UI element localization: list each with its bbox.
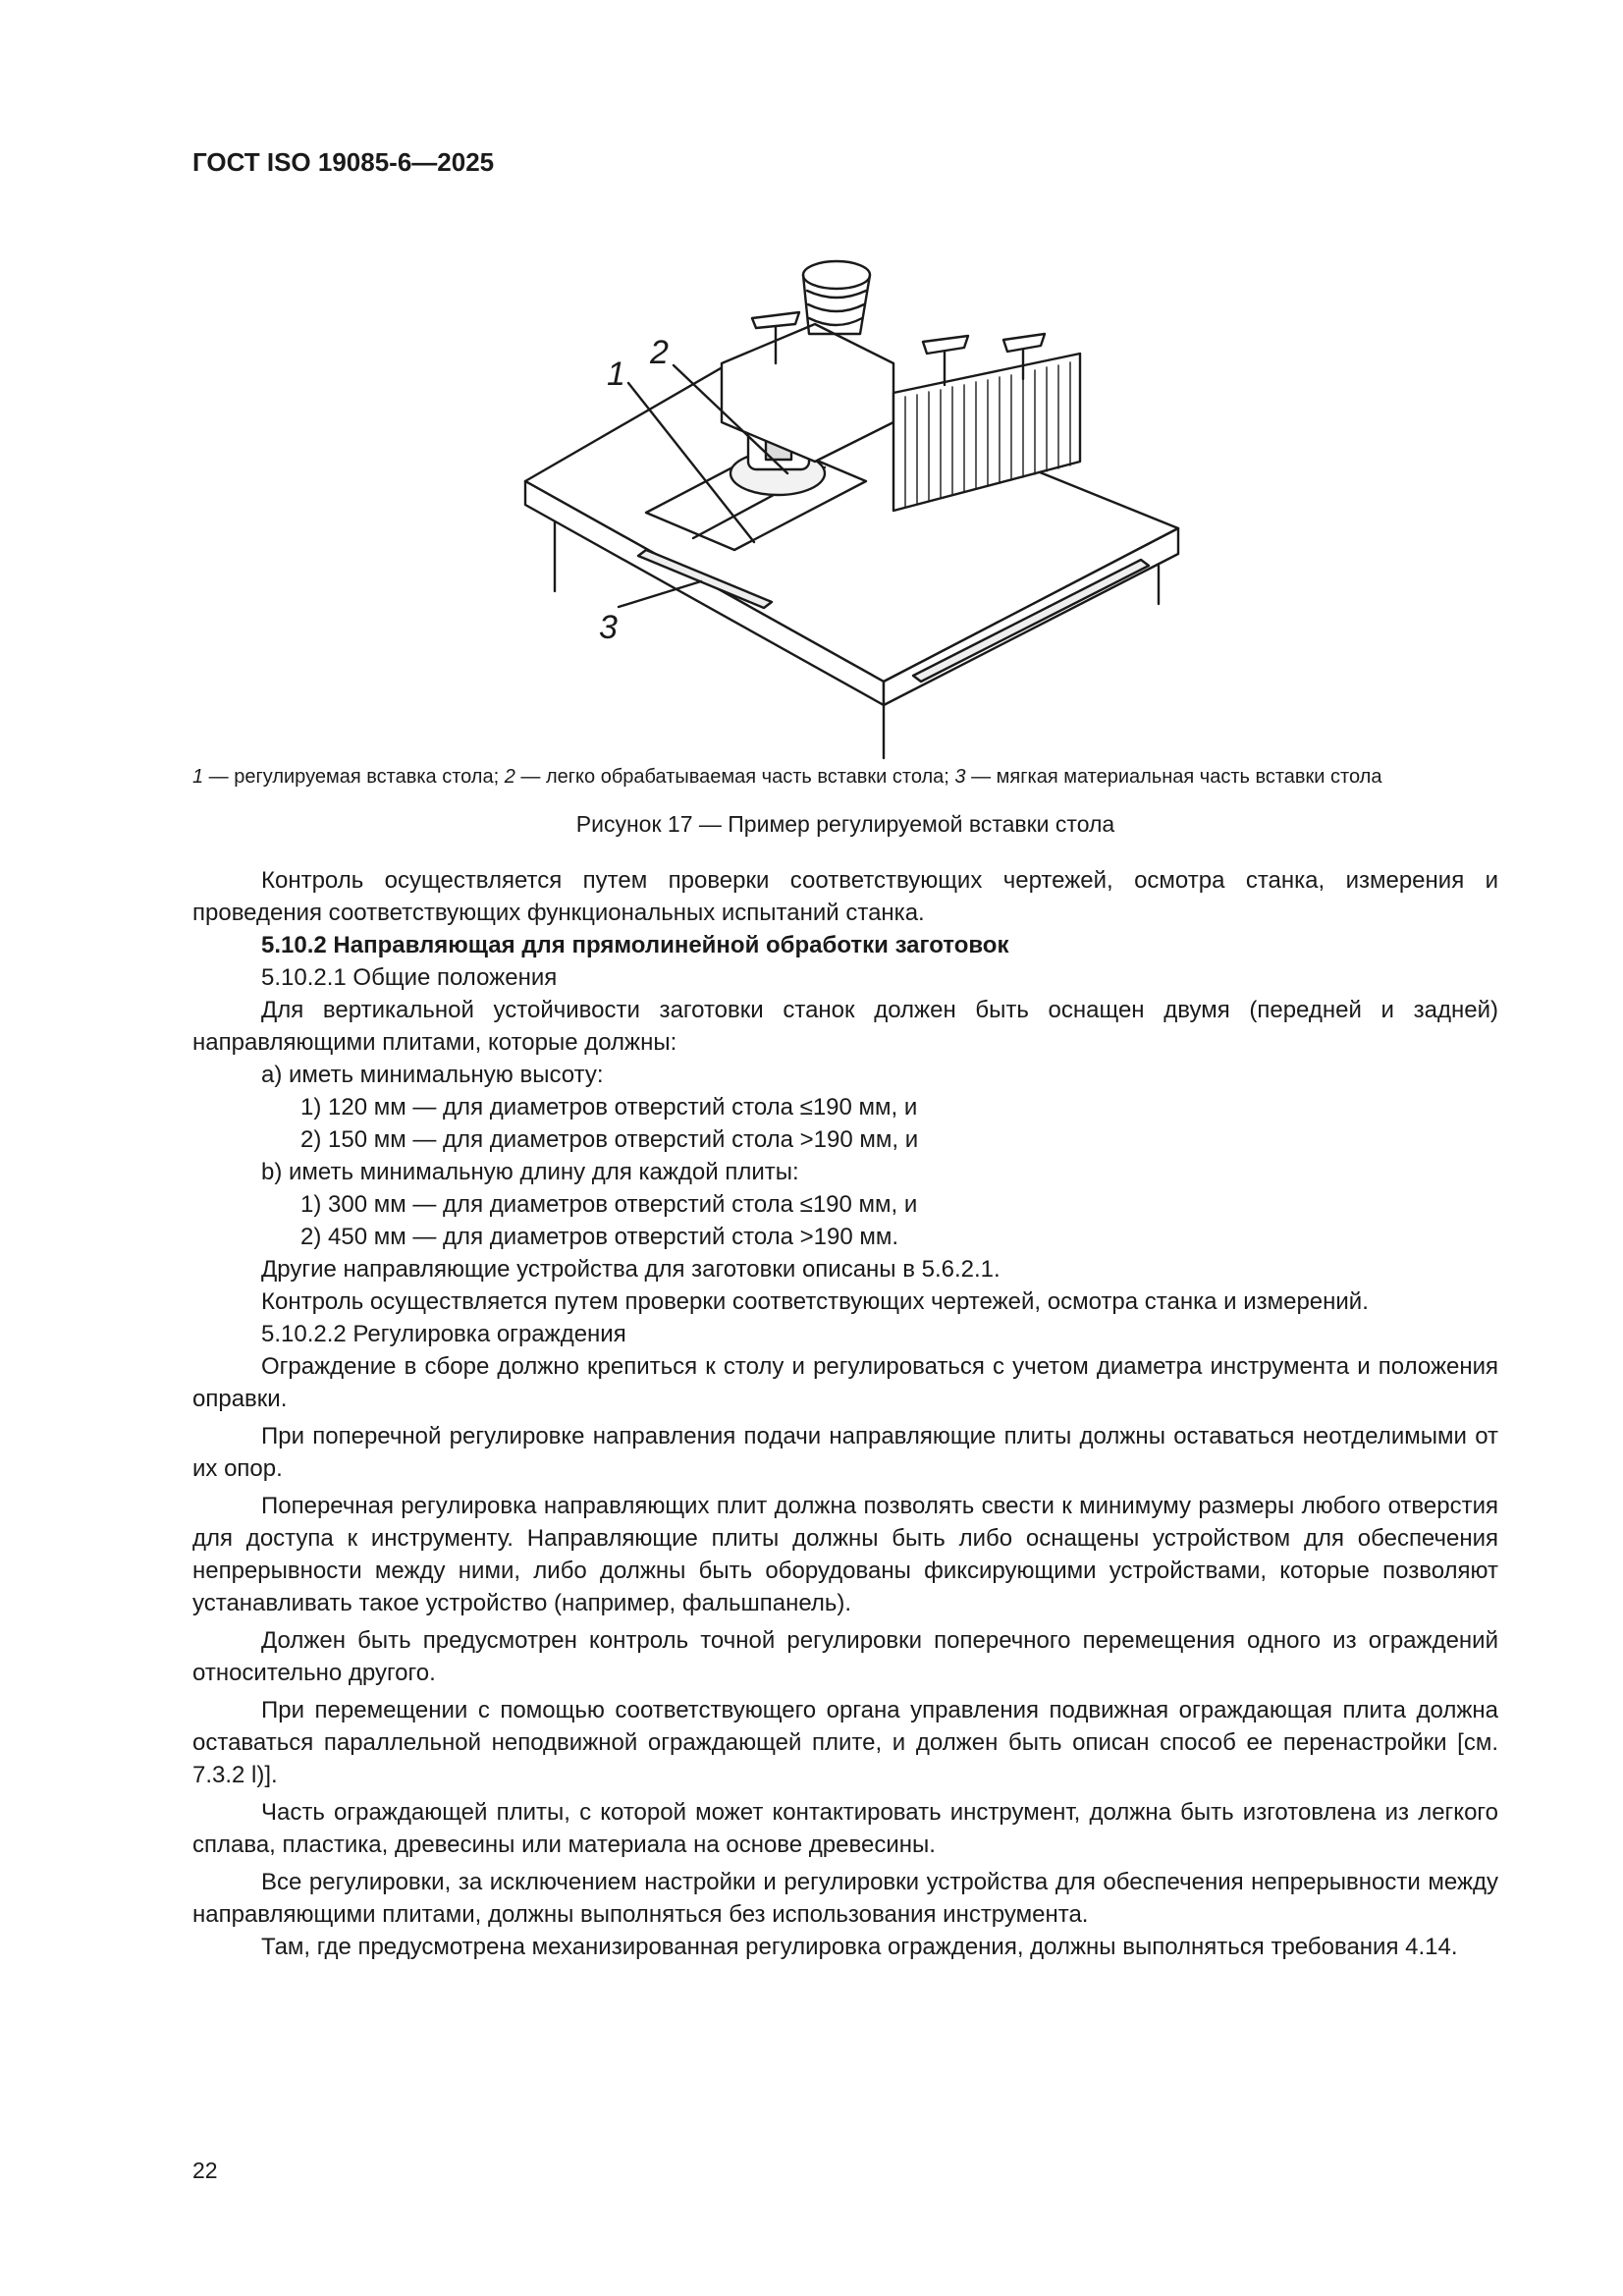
legend-num-1: 1 (192, 766, 204, 788)
legend-num-3: 3 (954, 766, 966, 788)
paragraph-control-1: Контроль осуществляется путем проверки соответствующих чертежей, осмотра станка, измерения и проведения соответствующих функциональных испытаний станка. (192, 867, 1498, 926)
dust-hose (803, 261, 870, 334)
figure-17-drawing (520, 216, 1188, 766)
document-header: ГОСТ ISO 19085-6—2025 (192, 147, 495, 177)
list-item-a: a) иметь минимальную высоту: (261, 1062, 604, 1088)
figure-legend (192, 766, 1498, 789)
figure-caption: Рисунок 17 — Пример регулируемой вставки стола (575, 811, 1115, 837)
subsection-heading-5-10-2-1: 5.10.2.1 Общие положения (261, 964, 558, 991)
callout-2: 2 (650, 334, 669, 371)
paragraph-transverse-adjustment: При поперечной регулировке направления подачи направляющие плиты должны оставаться неотделимыми от их опор. (192, 1423, 1498, 1482)
list-item-a1: 1) 120 мм — для диаметров отверстий стола ≤190 мм, и (300, 1094, 918, 1121)
list-item-b2: 2) 450 мм — для диаметров отверстий стола >190 мм. (300, 1224, 899, 1250)
callout-1: 1 (607, 355, 625, 393)
list-item-b: b) иметь минимальную длину для каждой плиты: (261, 1159, 799, 1185)
machine-table-illustration (520, 216, 1188, 766)
legend-num-2: 2 (504, 766, 515, 788)
legend-text-1: — регулируемая вставка стола; (203, 766, 505, 788)
paragraph-control-2: Контроль осуществляется путем проверки соответствующих чертежей, осмотра станка и измерений. (261, 1288, 1369, 1315)
paragraph-powered-adjustment: Там, где предусмотрена механизированная регулировка ограждения, должны выполняться требования 4.14. (261, 1934, 1458, 1960)
legend-text-2: — легко обрабатываемая часть вставки стола; (514, 766, 955, 788)
section-heading-5-10-2: 5.10.2 Направляющая для прямолинейной обработки заготовок (261, 932, 1009, 958)
list-item-a2: 2) 150 мм — для диаметров отверстий стола >190 мм, и (300, 1126, 919, 1153)
paragraph-guard-assembly: Ограждение в сборе должно крепиться к столу и регулироваться с учетом диаметра инструмента и положения оправки. (192, 1353, 1498, 1412)
subsection-heading-5-10-2-2: 5.10.2.2 Регулировка ограждения (261, 1321, 626, 1347)
page-number: 22 (192, 2158, 218, 2183)
legend-text-3: — мягкая материальная часть вставки стола (965, 766, 1382, 788)
paragraph-no-tools: Все регулировки, за исключением настройки и регулировки устройства для обеспечения непрерывности между направляющими плитами, должны выполняться без использования инструмента. (192, 1869, 1498, 1928)
paragraph-stability: Для вертикальной устойчивости заготовки станок должен быть оснащен двумя (передней и задней) направляющими плитами, которые должны: (192, 997, 1498, 1056)
paragraph-minimize-opening: Поперечная регулировка направляющих плит должна позволять свести к минимуму размеры любого отверстия для доступа к инструменту. Направляющие плиты должны быть либо оснащены устройством для обеспечения непрерывности между ними, либо должны быть оборудованы фиксирующими устройствами, которые позволяют устанавливать такое устройство (например, фальшпанель). (192, 1493, 1498, 1616)
body-text (192, 864, 1498, 1963)
paragraph-fine-adjustment: Должен быть предусмотрен контроль точной регулировки поперечного перемещения одного из ограждений относительно другого. (192, 1627, 1498, 1686)
paragraph-plate-material: Часть ограждающей плиты, с которой может контактировать инструмент, должна быть изготовлена из легкого сплава, пластика, древесины или материала на основе древесины. (192, 1799, 1498, 1858)
paragraph-parallel-plate: При перемещении с помощью соответствующего органа управления подвижная ограждающая плита должна оставаться параллельной неподвижной ограждающей плите, и должен быть описан способ ее перенастройки [см. 7.3.2 l)]. (192, 1697, 1498, 1788)
list-item-b1: 1) 300 мм — для диаметров отверстий стола ≤190 мм, и (300, 1191, 918, 1218)
callout-3: 3 (599, 609, 618, 646)
paragraph-other-guides: Другие направляющие устройства для заготовки описаны в 5.6.2.1. (261, 1256, 1001, 1283)
